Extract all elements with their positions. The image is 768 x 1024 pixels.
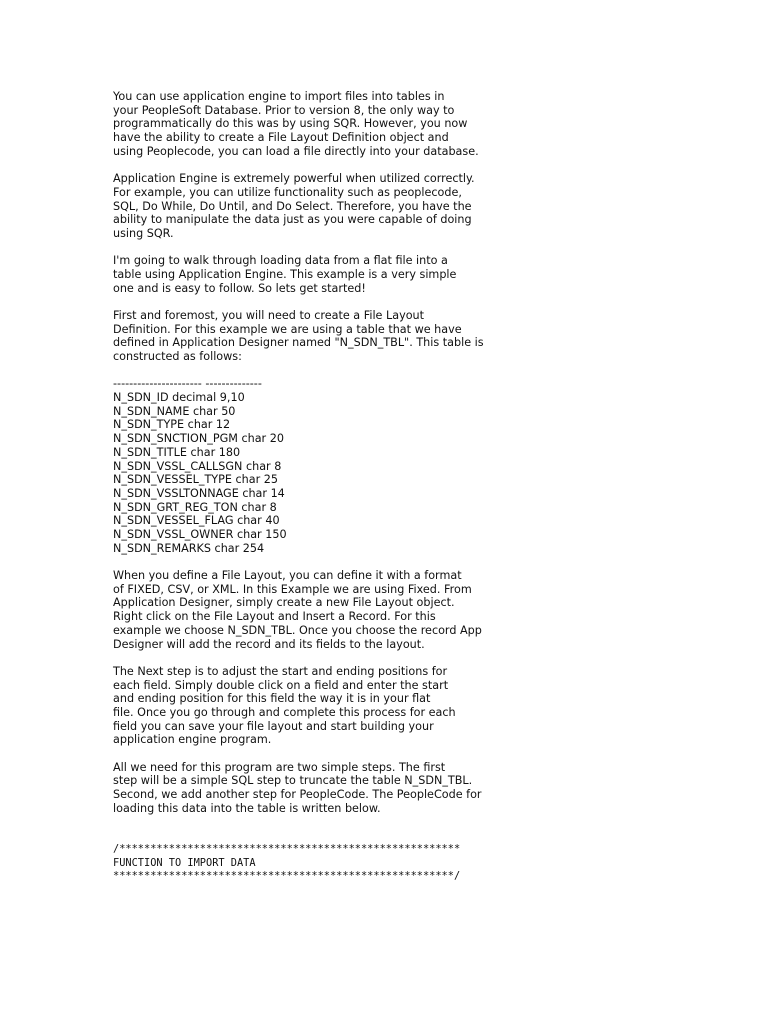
paragraph-steps: All we need for this program are two simple steps. The first step will be a simple SQL step to truncate the table N_SDN_TBL. Second, we add another step for PeopleCode. The PeopleCode for loading this data into the table is written below.	[113, 760, 482, 815]
code-line: FUNCTION TO IMPORT DATA	[113, 856, 256, 869]
field-line: N_SDN_TITLE char 180	[113, 445, 241, 459]
field-line: N_SDN_VSSL_OWNER char 150	[113, 528, 287, 542]
field-line: N_SDN_REMARKS char 254	[113, 541, 265, 555]
paragraph-app-engine: Application Engine is extremely powerful when utilized correctly. For example, you can utilize functionality such as peoplecode, SQL, Do While, Do Until, and Do Select. Therefore, you have the ability to manipulate the data just as you were capable of doing using SQR.	[113, 172, 475, 240]
field-line: N_SDN_VESSEL_FLAG char 40	[113, 514, 280, 528]
code-comment-block	[113, 843, 583, 884]
paragraph-positions: The Next step is to adjust the start and ending positions for each field. Simply double click on a field and enter the start and ending position for this field the way it is in your flat file. Once you go through and complete this process for each field you can save your file layout and start building your application engine program.	[113, 664, 456, 747]
document-body	[113, 90, 583, 884]
paragraph-file-layout: First and foremost, you will need to create a File Layout Definition. For this example we are using a table that we have defined in Application Designer named "N_SDN_TBL". This table is constructed as follows:	[113, 308, 484, 364]
paragraph-walkthrough: I'm going to walk through loading data from a flat file into a table using Application Engine. This example is a very simple one and is easy to follow. So lets get started!	[113, 254, 457, 295]
paragraph-define-layout: When you define a File Layout, you can define it with a format of FIXED, CSV, or XML. In this Example we are using Fixed. From Application Designer, simply create a new File Layout object. Right click on the File Layout and Insert a Record. For this example we choose N_SDN_TBL. Once you choose the record App Designer will add the record and its fields to the layout.	[113, 569, 482, 651]
code-line: /*******************************************************	[113, 842, 461, 855]
field-line: N_SDN_VSSLTONNAGE char 14	[113, 486, 285, 500]
code-line: *******************************************************/	[113, 870, 461, 883]
field-separator: ---------------------- --------------	[113, 377, 262, 391]
table-field-list	[113, 377, 583, 555]
field-line: N_SDN_GRT_REG_TON char 8	[113, 500, 277, 514]
field-line: N_SDN_TYPE char 12	[113, 418, 231, 432]
field-line: N_SDN_ID decimal 9,10	[113, 391, 245, 405]
field-line: N_SDN_SNCTION_PGM char 20	[113, 432, 284, 446]
field-line: N_SDN_VSSL_CALLSGN char 8	[113, 459, 282, 473]
field-line: N_SDN_VESSEL_TYPE char 25	[113, 473, 278, 487]
field-line: N_SDN_NAME char 50	[113, 404, 236, 418]
paragraph-intro: You can use application engine to import files into tables in your PeopleSoft Database. Prior to version 8, the only way to programmatically do this was by using SQR. However, you now have the ability to create a File Layout Definition object and using Peoplecode, you can load a file directly into your database.	[113, 90, 479, 158]
